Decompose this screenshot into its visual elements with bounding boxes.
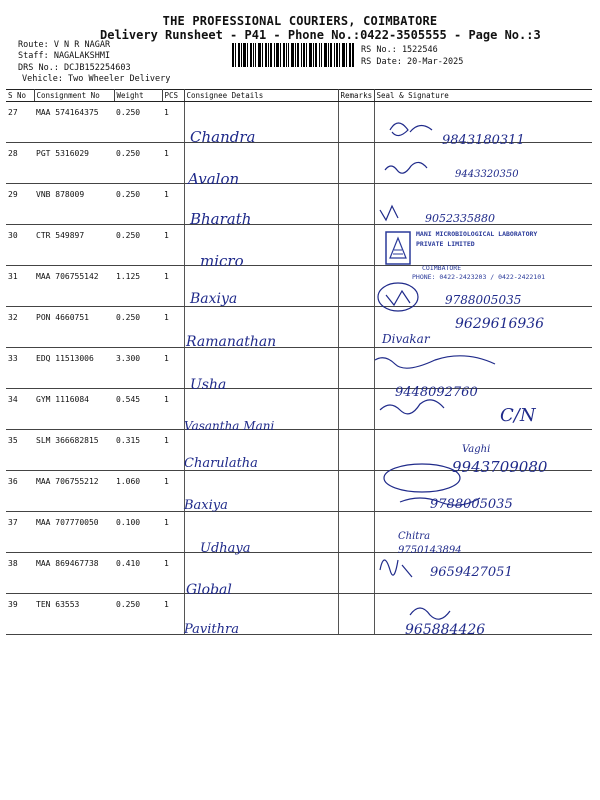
signature-note: 9843180311 (442, 133, 525, 148)
serial-number: 37 (6, 512, 34, 553)
weight-value: 0.250 (114, 225, 162, 266)
stamp-line: PRIVATE LIMITED (416, 240, 475, 248)
column-header: S No (6, 90, 34, 102)
weight-value: 1.060 (114, 471, 162, 512)
serial-number: 39 (6, 594, 34, 635)
remarks-cell (338, 266, 374, 307)
handwritten-consignee-name: Bharath (190, 210, 252, 228)
serial-number: 36 (6, 471, 34, 512)
signature-note: 9943709080 (452, 458, 548, 476)
signature-scribble (390, 123, 432, 136)
serial-number: 32 (6, 307, 34, 348)
handwritten-consignee-name: Baxiya (190, 291, 238, 307)
handwritten-consignee-name: Chandra (190, 128, 256, 146)
serial-number: 31 (6, 266, 34, 307)
weight-value: 0.250 (114, 594, 162, 635)
signature-scribble (380, 400, 444, 414)
signature-note: 9443320350 (455, 169, 519, 180)
column-header: Seal & Signature (374, 90, 592, 102)
handwritten-consignee-name: Vasantha Mani (184, 419, 275, 433)
signature-scribble (386, 291, 410, 305)
weight-value: 0.545 (114, 389, 162, 430)
consignment-number: CTR 549897 (34, 225, 114, 266)
remarks-cell (338, 348, 374, 389)
handwritten-consignee-name: Usha (190, 377, 227, 393)
company-stamp (384, 228, 584, 288)
pcs-value: 1 (162, 184, 184, 225)
serial-number: 28 (6, 143, 34, 184)
route-label: Route: V N R NAGAR (18, 40, 111, 50)
weight-value: 3.300 (114, 348, 162, 389)
pcs-value: 1 (162, 266, 184, 307)
consignment-number: EDQ 11513006 (34, 348, 114, 389)
consignment-number: PGT 5316029 (34, 143, 114, 184)
handwritten-consignee-name: Charulatha (184, 456, 258, 471)
consignment-number: GYM 1116084 (34, 389, 114, 430)
weight-value: 0.250 (114, 102, 162, 143)
pcs-value: 1 (162, 553, 184, 594)
stamp-line: PHONE: 0422-2423203 / 0422-2422101 (412, 273, 546, 281)
serial-number: 34 (6, 389, 34, 430)
stamp-emblem-icon (384, 230, 412, 266)
remarks-cell (338, 430, 374, 471)
pcs-value: 1 (162, 512, 184, 553)
handwritten-consignee-name: micro (200, 252, 244, 270)
signature-scribble (385, 162, 427, 173)
handwritten-consignee-name: Global (186, 582, 232, 598)
signature-scribble (384, 464, 460, 492)
consignment-number: MAA 707770050 (34, 512, 114, 553)
weight-value: 0.410 (114, 553, 162, 594)
remarks-cell (338, 389, 374, 430)
document-title: THE PROFESSIONAL COURIERS, COIMBATORE (162, 14, 438, 28)
pcs-value: 1 (162, 143, 184, 184)
pcs-value: 1 (162, 102, 184, 143)
handwritten-consignee-name: Ramanathan (186, 334, 277, 350)
weight-value: 1.125 (114, 266, 162, 307)
signature-scribbles (370, 110, 600, 640)
handwritten-consignee-name: Baxiya (184, 498, 228, 513)
remarks-cell (338, 102, 374, 143)
remarks-cell (338, 594, 374, 635)
pcs-value: 1 (162, 471, 184, 512)
barcode (232, 43, 354, 67)
signature-scribble (410, 608, 450, 619)
weight-value: 0.250 (114, 184, 162, 225)
drs-number: DRS No.: DCJB152254603 (18, 63, 131, 73)
signature-scribble (375, 356, 495, 368)
handwritten-consignee-name: Udhaya (200, 541, 251, 556)
signature-note: 9659427051 (430, 565, 513, 580)
consignment-number: SLM 366682815 (34, 430, 114, 471)
serial-number: 30 (6, 225, 34, 266)
consignment-number: MAA 706755212 (34, 471, 114, 512)
handwritten-consignee-name: Avalon (188, 170, 240, 188)
remarks-cell (338, 225, 374, 266)
serial-number: 29 (6, 184, 34, 225)
handwritten-consignee-name: Pavithra (184, 622, 239, 637)
runsheet-subtitle: Delivery Runsheet - P41 - Phone No.:0422-3505555 - Page No.:3 (100, 28, 541, 42)
consignment-number: MAA 574164375 (34, 102, 114, 143)
staff-label: Staff: NAGALAKSHMI (18, 51, 111, 61)
serial-number: 38 (6, 553, 34, 594)
remarks-cell (338, 512, 374, 553)
signature-note: Chitra (398, 531, 431, 542)
pcs-value: 1 (162, 348, 184, 389)
stamp-line: COIMBATORE (422, 264, 462, 272)
signature-note: 965884426 (405, 622, 486, 638)
weight-value: 0.100 (114, 512, 162, 553)
signature-scribble (380, 560, 412, 577)
pcs-value: 1 (162, 430, 184, 471)
column-header: Remarks (338, 90, 374, 102)
remarks-cell (338, 553, 374, 594)
consignment-number: VNB 878009 (34, 184, 114, 225)
weight-value: 0.250 (114, 143, 162, 184)
pcs-value: 1 (162, 225, 184, 266)
weight-value: 0.250 (114, 307, 162, 348)
weight-value: 0.315 (114, 430, 162, 471)
signature-note: 9448092760 (395, 385, 478, 400)
pcs-value: 1 (162, 594, 184, 635)
remarks-cell (338, 307, 374, 348)
serial-number: 27 (6, 102, 34, 143)
signature-note: 9629616936 (455, 316, 545, 332)
column-header: PCS (162, 90, 184, 102)
signature-note: Vaghi (462, 444, 491, 455)
consignment-number: MAA 869467738 (34, 553, 114, 594)
signature-note: C/N (500, 405, 536, 426)
pcs-value: 1 (162, 307, 184, 348)
column-header: Consignment No (34, 90, 114, 102)
consignment-number: TEN 63553 (34, 594, 114, 635)
consignment-number: PON 4660751 (34, 307, 114, 348)
signature-note: 9788005035 (430, 497, 513, 512)
signature-note: 9052335880 (425, 212, 495, 225)
signature-scribble (400, 498, 480, 505)
consignment-number: MAA 706755142 (34, 266, 114, 307)
signature-note: 9788005035 (445, 293, 522, 307)
remarks-cell (338, 143, 374, 184)
serial-number: 35 (6, 430, 34, 471)
column-header: Consignee Details (184, 90, 338, 102)
table-header-row (6, 90, 592, 102)
rs-date: RS Date: 20-Mar-2025 (361, 57, 464, 67)
rs-number: RS No.: 1522546 (361, 45, 438, 55)
signature-scribble (380, 206, 398, 220)
signature-note: Divakar (382, 332, 430, 346)
stamp-line: MANI MICROBIOLOGICAL LABORATORY (416, 230, 538, 238)
signature-note: 9750143894 (398, 545, 462, 556)
column-header: Weight (114, 90, 162, 102)
remarks-cell (338, 471, 374, 512)
pcs-value: 1 (162, 389, 184, 430)
serial-number: 33 (6, 348, 34, 389)
remarks-cell (338, 184, 374, 225)
vehicle-label: Vehicle: Two Wheeler Delivery (22, 74, 171, 84)
